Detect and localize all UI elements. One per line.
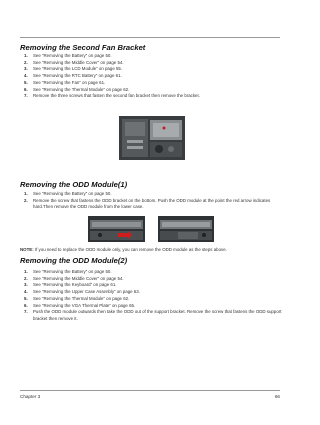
list-item <box>24 93 282 100</box>
list-item <box>24 87 282 94</box>
step-text: Remove the screw that fastens the ODD bracket on the bottom. Push the ODD module at the point the red arrow indicates hard.Then remove the ODD module from the lower case. <box>33 197 271 210</box>
note-label: NOTE: <box>20 247 34 252</box>
footer-chapter: Chapter 3 <box>20 394 41 399</box>
odd-removal-photo-2 <box>158 216 214 242</box>
step-number: 5. <box>24 295 28 301</box>
list-item <box>24 73 282 80</box>
list-item <box>24 282 282 289</box>
step-number: 7. <box>24 309 28 315</box>
step-text: Remove the three screws that fasten the second fan bracket then remove the bracket. <box>33 93 200 99</box>
step-number: 5. <box>24 79 28 85</box>
step-number: 6. <box>24 86 28 92</box>
section-title-second-fan-bracket: Removing the Second Fan Bracket <box>20 43 146 52</box>
header-rule <box>20 37 280 38</box>
footer-rule <box>20 390 280 391</box>
step-text: See “Removing the Fan” on page 61. <box>33 79 106 85</box>
step-number: 1. <box>24 53 28 58</box>
step-number: 6. <box>24 302 28 308</box>
list-item <box>24 303 282 310</box>
list-item <box>24 276 282 283</box>
list-item <box>24 309 282 322</box>
list-item <box>24 289 282 296</box>
list-item <box>24 296 282 303</box>
step-text: See “Removing the RTC Battery” on page 61. <box>33 73 122 79</box>
step-number: 4. <box>24 289 28 295</box>
list-item <box>24 198 282 211</box>
section-title-odd-module-1: Removing the ODD Module(1) <box>20 180 128 189</box>
step-number: 3. <box>24 66 28 72</box>
list-item <box>24 66 282 73</box>
list-item <box>24 53 282 60</box>
steps-list-odd-module-2 <box>24 269 282 323</box>
step-text: See “Removing the Battery” on page 50. <box>33 269 112 274</box>
step-number: 2. <box>24 197 28 203</box>
list-item <box>24 60 282 67</box>
step-text: See “Removing the Keyboard” on page 61. <box>33 282 117 288</box>
note-text <box>20 247 227 252</box>
step-number: 4. <box>24 73 28 79</box>
note-body: If you need to replace the ODD module only, you can remove the ODD module as the steps above. <box>33 247 227 252</box>
list-item <box>24 80 282 87</box>
step-number: 1. <box>24 269 28 274</box>
step-text: See “Removing the VGA Thermal Plate” on page 65. <box>33 302 136 308</box>
step-text: Push the ODD module outwards then take the ODD out of the support bracket. Remove the screw that fastens the ODD support bracket then remove it. <box>33 309 282 321</box>
step-number: 1. <box>24 191 28 196</box>
step-text: See “Removing the Middle Cover” on page 54. <box>33 59 124 65</box>
step-text: See “Removing the Battery” on page 50. <box>33 53 112 58</box>
step-text: See “Removing the Middle Cover” on page 54. <box>33 275 124 281</box>
fan-bracket-photo <box>119 116 185 160</box>
step-text: See “Removing the Thermal Module” on page 62. <box>33 86 130 92</box>
step-number: 2. <box>24 275 28 281</box>
step-number: 3. <box>24 282 28 288</box>
step-text: See “Removing the Upper Case Assenbly” on page 63. <box>33 289 140 295</box>
step-number: 7. <box>24 93 28 99</box>
steps-list-odd-module-1 <box>24 191 282 211</box>
step-number: 2. <box>24 59 28 65</box>
footer-page-number: 66 <box>274 394 280 399</box>
step-text: See “Removing the Battery” on page 50. <box>33 191 112 196</box>
list-item <box>24 191 282 198</box>
steps-list-second-fan-bracket <box>24 53 282 100</box>
step-text: See “Removing the Thermal Module” on page 62. <box>33 295 130 301</box>
odd-removal-photo-1 <box>88 216 145 242</box>
section-title-odd-module-2: Removing the ODD Module(2) <box>20 256 128 265</box>
list-item <box>24 269 282 276</box>
step-text: See “Removing the LCD Module” on page 55. <box>33 66 123 72</box>
